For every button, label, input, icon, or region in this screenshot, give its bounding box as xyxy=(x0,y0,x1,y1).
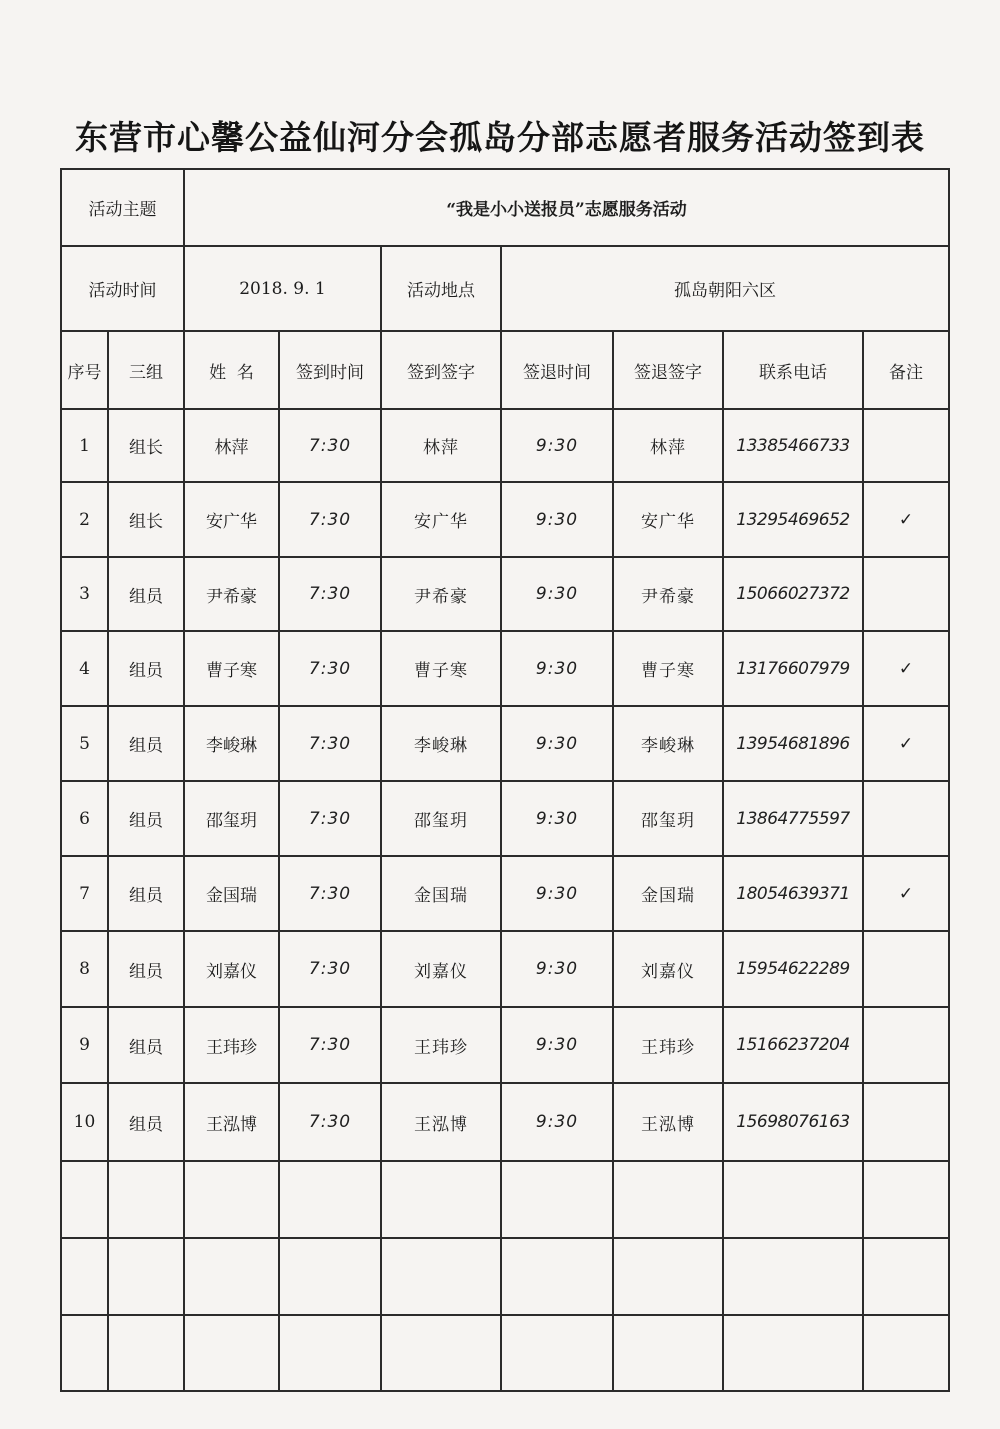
table-row xyxy=(61,557,949,631)
blank-cell xyxy=(184,1238,279,1315)
time-place-row xyxy=(61,246,949,331)
row-sign-out-time: 9:30 xyxy=(501,409,613,482)
row-note-check: ✓ xyxy=(863,631,949,706)
theme-value: “我是小小送报员”志愿服务活动 xyxy=(184,169,949,246)
header-phone: 联系电话 xyxy=(723,331,863,409)
row-sign-in-time: 7:30 xyxy=(279,631,381,706)
row-phone: 18054639371 xyxy=(723,856,863,931)
row-name: 林萍 xyxy=(184,409,279,482)
header-name: 姓 名 xyxy=(184,331,279,409)
row-sign-in-time: 7:30 xyxy=(279,1007,381,1083)
row-group: 组长 xyxy=(108,482,184,557)
row-sign-in-signature: 金国瑞 xyxy=(381,856,501,931)
row-phone: 15166237204 xyxy=(723,1007,863,1083)
blank-cell xyxy=(723,1161,863,1238)
row-group: 组员 xyxy=(108,557,184,631)
row-name: 尹希豪 xyxy=(184,557,279,631)
row-phone: 15954622289 xyxy=(723,931,863,1007)
row-group: 组员 xyxy=(108,781,184,856)
header-row xyxy=(61,331,949,409)
row-phone: 15066027372 xyxy=(723,557,863,631)
header-no: 序号 xyxy=(61,331,108,409)
blank-cell xyxy=(108,1161,184,1238)
table-row xyxy=(61,856,949,931)
row-sign-out-time: 9:30 xyxy=(501,1007,613,1083)
row-group: 组员 xyxy=(108,706,184,781)
table-row xyxy=(61,1007,949,1083)
table-row xyxy=(61,409,949,482)
row-number: 8 xyxy=(61,931,108,1007)
row-group: 组长 xyxy=(108,409,184,482)
row-sign-in-time: 7:30 xyxy=(279,1083,381,1161)
blank-cell xyxy=(381,1315,501,1391)
header-group: 三组 xyxy=(108,331,184,409)
row-name: 李峻琳 xyxy=(184,706,279,781)
row-sign-out-time: 9:30 xyxy=(501,631,613,706)
blank-cell xyxy=(613,1238,723,1315)
row-sign-out-time: 9:30 xyxy=(501,706,613,781)
header-in-time: 签到时间 xyxy=(279,331,381,409)
theme-row xyxy=(61,169,949,246)
blank-cell xyxy=(61,1161,108,1238)
row-number: 3 xyxy=(61,557,108,631)
blank-cell xyxy=(501,1161,613,1238)
row-number: 4 xyxy=(61,631,108,706)
row-sign-out-signature: 王泓博 xyxy=(613,1083,723,1161)
row-sign-out-time: 9:30 xyxy=(501,931,613,1007)
theme-label: 活动主题 xyxy=(61,169,184,246)
header-in-sign: 签到签字 xyxy=(381,331,501,409)
row-name: 安广华 xyxy=(184,482,279,557)
blank-cell xyxy=(863,1161,949,1238)
row-phone: 13295469652 xyxy=(723,482,863,557)
header-out-sign: 签退签字 xyxy=(613,331,723,409)
blank-cell xyxy=(61,1315,108,1391)
sheet-title: 东营市心馨公益仙河分会孤岛分部志愿者服务活动签到表 xyxy=(75,118,925,157)
blank-cell xyxy=(184,1161,279,1238)
row-phone: 13864775597 xyxy=(723,781,863,856)
row-sign-out-signature: 刘嘉仪 xyxy=(613,931,723,1007)
row-sign-in-signature: 安广华 xyxy=(381,482,501,557)
row-sign-in-time: 7:30 xyxy=(279,482,381,557)
blank-cell xyxy=(279,1161,381,1238)
row-sign-out-time: 9:30 xyxy=(501,557,613,631)
row-note-check xyxy=(863,1007,949,1083)
blank-cell xyxy=(279,1315,381,1391)
row-sign-in-time: 7:30 xyxy=(279,409,381,482)
row-sign-out-signature: 金国瑞 xyxy=(613,856,723,931)
blank-cell xyxy=(613,1161,723,1238)
row-sign-in-signature: 王泓博 xyxy=(381,1083,501,1161)
blank-cell xyxy=(863,1238,949,1315)
row-sign-in-time: 7:30 xyxy=(279,781,381,856)
blank-cell xyxy=(613,1315,723,1391)
blank-cell xyxy=(184,1315,279,1391)
row-name: 刘嘉仪 xyxy=(184,931,279,1007)
row-sign-out-time: 9:30 xyxy=(501,781,613,856)
row-group: 组员 xyxy=(108,631,184,706)
row-name: 邵玺玥 xyxy=(184,781,279,856)
row-sign-in-time: 7:30 xyxy=(279,856,381,931)
row-number: 10 xyxy=(61,1083,108,1161)
table-row xyxy=(61,1083,949,1161)
row-sign-out-time: 9:30 xyxy=(501,1083,613,1161)
place-value: 孤岛朝阳六区 xyxy=(501,246,949,331)
row-sign-out-signature: 王玮珍 xyxy=(613,1007,723,1083)
blank-cell xyxy=(863,1315,949,1391)
row-sign-in-signature: 李峻琳 xyxy=(381,706,501,781)
row-phone: 13954681896 xyxy=(723,706,863,781)
row-group: 组员 xyxy=(108,856,184,931)
row-sign-in-signature: 尹希豪 xyxy=(381,557,501,631)
row-note-check xyxy=(863,931,949,1007)
row-note-check xyxy=(863,1083,949,1161)
row-sign-in-signature: 王玮珍 xyxy=(381,1007,501,1083)
row-sign-out-time: 9:30 xyxy=(501,856,613,931)
blank-cell xyxy=(381,1161,501,1238)
row-number: 1 xyxy=(61,409,108,482)
row-number: 5 xyxy=(61,706,108,781)
row-note-check xyxy=(863,781,949,856)
row-name: 金国瑞 xyxy=(184,856,279,931)
table-row xyxy=(61,482,949,557)
table-row xyxy=(61,781,949,856)
row-sign-in-signature: 曹子寒 xyxy=(381,631,501,706)
blank-cell xyxy=(723,1315,863,1391)
row-number: 6 xyxy=(61,781,108,856)
row-phone: 13385466733 xyxy=(723,409,863,482)
blank-cell xyxy=(501,1238,613,1315)
row-number: 9 xyxy=(61,1007,108,1083)
row-sign-out-signature: 邵玺玥 xyxy=(613,781,723,856)
blank-cell xyxy=(279,1238,381,1315)
blank-cell xyxy=(723,1238,863,1315)
table-row xyxy=(61,706,949,781)
blank-cell xyxy=(501,1315,613,1391)
row-sign-in-time: 7:30 xyxy=(279,931,381,1007)
time-value: 2018. 9. 1 xyxy=(184,246,381,331)
header-note: 备注 xyxy=(863,331,949,409)
sign-in-table xyxy=(60,168,950,1392)
row-sign-in-signature: 林萍 xyxy=(381,409,501,482)
row-phone: 15698076163 xyxy=(723,1083,863,1161)
row-sign-out-signature: 李峻琳 xyxy=(613,706,723,781)
row-name: 王泓博 xyxy=(184,1083,279,1161)
blank-cell xyxy=(61,1238,108,1315)
row-group: 组员 xyxy=(108,1083,184,1161)
row-number: 7 xyxy=(61,856,108,931)
row-note-check: ✓ xyxy=(863,706,949,781)
place-label: 活动地点 xyxy=(381,246,501,331)
table-row xyxy=(61,631,949,706)
row-note-check: ✓ xyxy=(863,856,949,931)
time-label: 活动时间 xyxy=(61,246,184,331)
row-sign-in-signature: 邵玺玥 xyxy=(381,781,501,856)
blank-row xyxy=(61,1161,949,1238)
blank-cell xyxy=(108,1238,184,1315)
header-out-time: 签退时间 xyxy=(501,331,613,409)
row-sign-out-time: 9:30 xyxy=(501,482,613,557)
blank-row xyxy=(61,1315,949,1391)
row-note-check xyxy=(863,557,949,631)
row-note-check xyxy=(863,409,949,482)
row-number: 2 xyxy=(61,482,108,557)
row-sign-out-signature: 尹希豪 xyxy=(613,557,723,631)
row-sign-in-signature: 刘嘉仪 xyxy=(381,931,501,1007)
blank-cell xyxy=(381,1238,501,1315)
row-sign-out-signature: 曹子寒 xyxy=(613,631,723,706)
row-name: 王玮珍 xyxy=(184,1007,279,1083)
table-row xyxy=(61,931,949,1007)
row-sign-out-signature: 林萍 xyxy=(613,409,723,482)
row-sign-in-time: 7:30 xyxy=(279,557,381,631)
blank-row xyxy=(61,1238,949,1315)
blank-cell xyxy=(108,1315,184,1391)
row-group: 组员 xyxy=(108,1007,184,1083)
row-sign-in-time: 7:30 xyxy=(279,706,381,781)
row-sign-out-signature: 安广华 xyxy=(613,482,723,557)
row-note-check: ✓ xyxy=(863,482,949,557)
row-phone: 13176607979 xyxy=(723,631,863,706)
row-name: 曹子寒 xyxy=(184,631,279,706)
row-group: 组员 xyxy=(108,931,184,1007)
